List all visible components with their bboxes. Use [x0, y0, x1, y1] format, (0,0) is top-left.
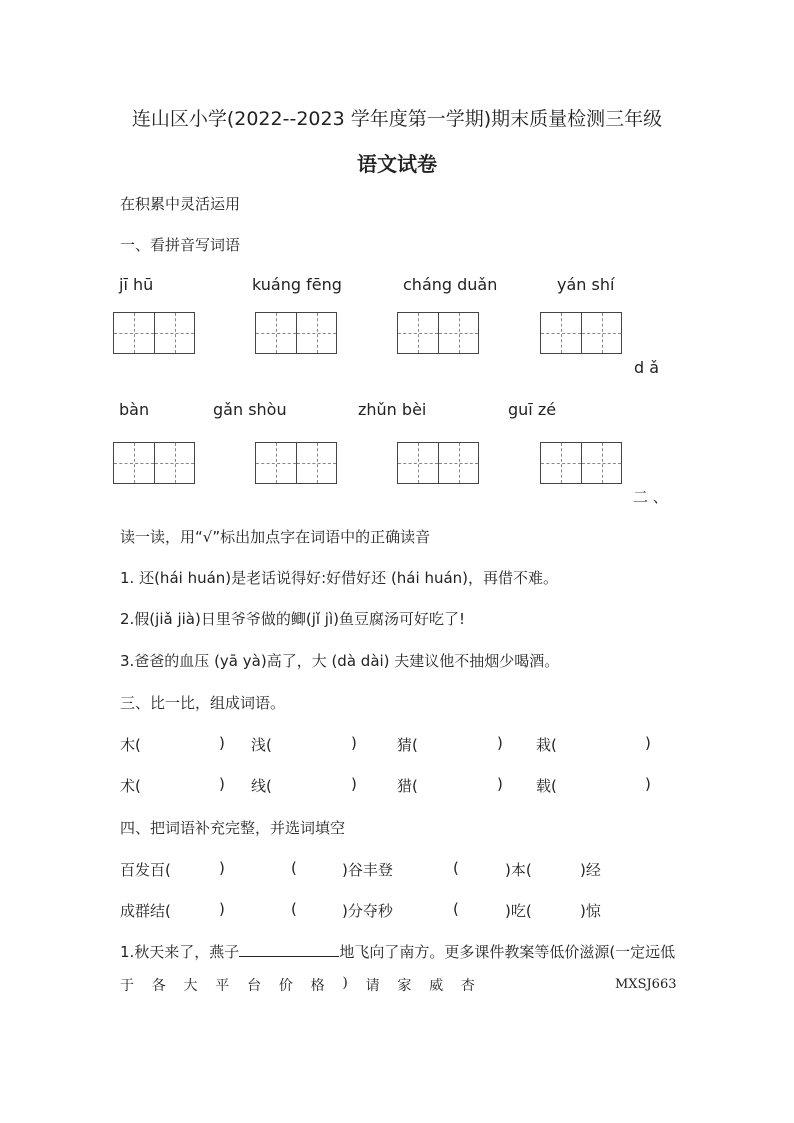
- compare-char: 木(: [120, 736, 141, 754]
- fill-question-start: 1.秋天来了，燕子: [120, 943, 240, 961]
- paren-close: ): [497, 734, 503, 752]
- question-2: 2.假(jiǎ jià)日里爷爷做的鲫(jǐ jì)鱼豆腐汤可好吃了!: [120, 610, 465, 628]
- writing-grid[interactable]: [255, 312, 337, 354]
- stray-pinyin: d ǎ: [634, 358, 660, 377]
- writing-grid[interactable]: [113, 442, 195, 484]
- idiom-part: )本(: [505, 861, 532, 879]
- pinyin-label: gǎn shòu: [213, 400, 287, 419]
- question-3: 3.爸爸的血压 (yā yà)高了，大 (dà dài) 夫建议他不抽烟少喝酒。: [120, 652, 560, 670]
- compare-char: 术(: [120, 777, 141, 795]
- idiom-part: )吃(: [505, 902, 532, 920]
- cont-char: 价: [278, 978, 293, 994]
- paren-close: ): [351, 734, 357, 752]
- compare-char: 栽(: [536, 736, 557, 754]
- writing-grid[interactable]: [397, 312, 479, 354]
- paren-close: ): [219, 775, 225, 793]
- grid-cell[interactable]: [256, 313, 296, 353]
- grid-cell[interactable]: [398, 443, 438, 483]
- idiom-part: )分夺秒: [342, 902, 393, 920]
- fill-blank[interactable]: [239, 941, 339, 957]
- cont-char: 于: [120, 978, 134, 994]
- grid-cell[interactable]: [114, 313, 154, 353]
- pinyin-label: guī zé: [508, 400, 557, 419]
- paren-close: ): [219, 734, 225, 752]
- grid-cell[interactable]: [438, 443, 478, 483]
- grid-cell[interactable]: [256, 443, 296, 483]
- compare-char: 猜(: [397, 736, 418, 754]
- paren-close: ): [645, 734, 651, 752]
- cont-char: 威: [429, 978, 444, 994]
- cont-char: 请: [365, 978, 380, 994]
- pinyin-label: zhǔn bèi: [358, 400, 427, 419]
- compare-char: 浅(: [251, 736, 272, 754]
- idiom-part: 成群结(: [120, 902, 171, 920]
- section3-heading: 三、比一比，组成词语。: [120, 694, 286, 712]
- section2-heading: 读一读，用“√”标出加点字在词语中的正确读音: [120, 528, 431, 546]
- idiom-part: 百发百(: [120, 861, 171, 879]
- fill-question-end: 地飞向了南方。更多课件教案等低价滋源(一定远低: [339, 943, 676, 961]
- paren-close: ): [497, 775, 503, 793]
- cont-char: 家: [397, 978, 412, 994]
- grid-cell[interactable]: [581, 443, 621, 483]
- fill-question-1: [120, 941, 675, 962]
- compare-char: 载(: [536, 777, 557, 795]
- grid-cell[interactable]: [541, 443, 581, 483]
- pinyin-label: jī hū: [119, 275, 154, 294]
- cont-char: 平: [215, 978, 230, 994]
- grid-cell[interactable]: [114, 443, 154, 483]
- compare-char: 线(: [251, 777, 272, 795]
- justified-continuation: [120, 975, 475, 995]
- paren-close: ): [351, 775, 357, 793]
- grid-cell[interactable]: [154, 443, 194, 483]
- idiom-part: )谷丰登: [342, 861, 393, 879]
- grid-cell[interactable]: [296, 443, 336, 483]
- section1-heading: 一、看拼音写词语: [120, 236, 241, 254]
- idiom-part: (: [453, 900, 459, 918]
- idiom-part: (: [291, 900, 297, 918]
- writing-grid[interactable]: [397, 442, 479, 484]
- intro-text: 在积累中灵活运用: [120, 195, 241, 213]
- grid-cell[interactable]: [438, 313, 478, 353]
- writing-grid[interactable]: [540, 312, 622, 354]
- grid-cell[interactable]: [398, 313, 438, 353]
- writing-grid[interactable]: [113, 312, 195, 354]
- section4-heading: 四、把词语补充完整，并选词填空: [120, 819, 346, 837]
- idiom-part: ): [219, 859, 225, 877]
- cont-char: 格: [310, 978, 325, 994]
- exam-title: 连山区小学(2022--2023 学年度第一学期)期末质量检测三年级: [131, 108, 663, 130]
- pinyin-label: kuáng fēng: [252, 275, 342, 294]
- idiom-part: )经: [580, 861, 601, 879]
- idiom-part: (: [291, 859, 297, 877]
- idiom-part: )惊: [580, 902, 601, 920]
- grid-cell[interactable]: [296, 313, 336, 353]
- writing-grid[interactable]: [540, 442, 622, 484]
- idiom-part: ): [219, 900, 225, 918]
- cont-char: 大: [183, 978, 198, 994]
- compare-char: 猎(: [397, 777, 418, 795]
- writing-grid[interactable]: [255, 442, 337, 484]
- grid-cell[interactable]: [541, 313, 581, 353]
- section2-number: 二 、: [633, 488, 668, 506]
- footer-code: MXSJ663: [615, 977, 677, 992]
- pinyin-label: cháng duǎn: [403, 275, 498, 294]
- grid-cell[interactable]: [154, 313, 194, 353]
- pinyin-label: yán shí: [557, 275, 615, 294]
- exam-subtitle: 语文试卷: [357, 152, 437, 176]
- question-1: 1. 还(hái huán)是老话说得好:好借好还 (hái huán)，再借不难。: [120, 569, 559, 587]
- grid-cell[interactable]: [581, 313, 621, 353]
- paren-close: ): [645, 775, 651, 793]
- cont-char: ): [342, 975, 348, 991]
- cont-char: 各: [151, 978, 166, 994]
- cont-char: 杏: [460, 978, 475, 994]
- idiom-part: (: [453, 859, 459, 877]
- pinyin-label: bàn: [119, 400, 150, 419]
- cont-char: 台: [247, 978, 262, 994]
